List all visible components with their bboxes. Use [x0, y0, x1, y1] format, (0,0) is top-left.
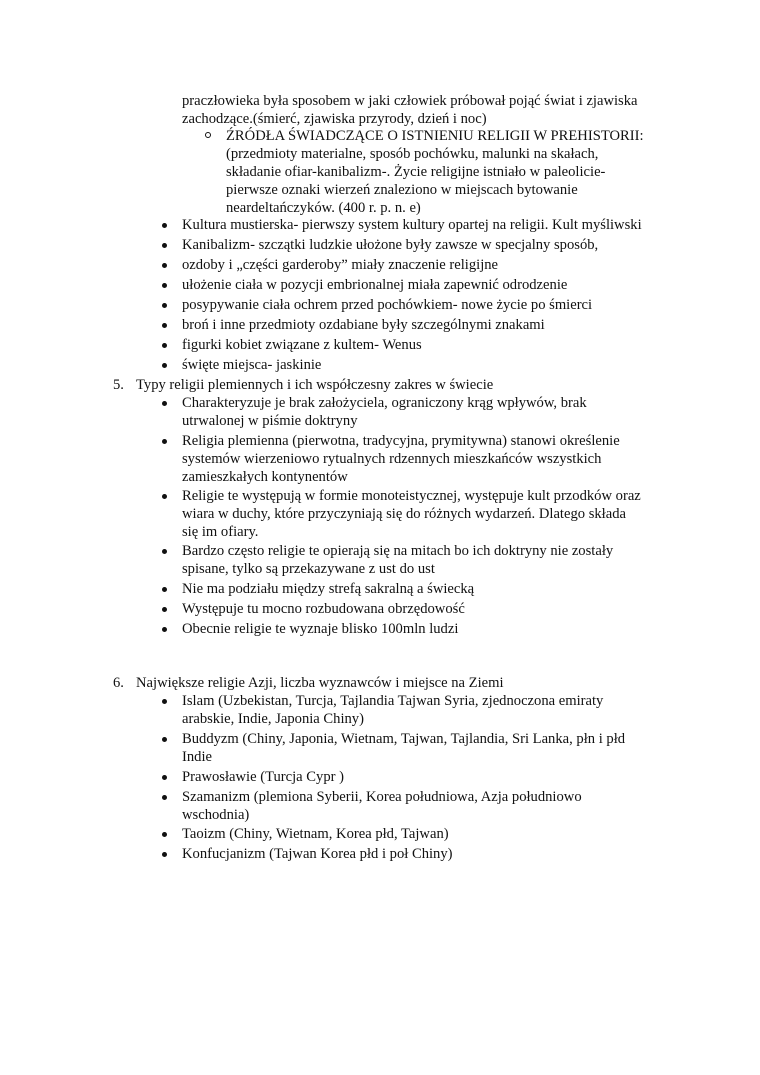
bullet-icon: [162, 263, 167, 268]
bullet-icon: [162, 607, 167, 612]
bullet-icon: [162, 699, 167, 704]
list-item: posypywanie ciała ochrem przed pochówkiem- nowe życie po śmierci: [182, 297, 593, 313]
bullet-icon: [162, 343, 167, 348]
bullet-icon: [162, 401, 167, 406]
list-item-line: Buddyzm (Chiny, Japonia, Wietnam, Tajwan, Tajlandia, Sri Lanka, płn i płd: [182, 731, 626, 747]
list-item: Kultura mustierska- pierwszy system kultury opartej na religii. Kult myśliwski: [182, 217, 642, 233]
list-item-line: się im ofiary.: [182, 524, 259, 540]
list-item: figurki kobiet związane z kultem- Wenus: [182, 337, 422, 353]
list-item-line: arabskie, Indie, Japonia Chiny): [182, 711, 364, 727]
list-item-line: Prawosławie (Turcja Cypr ): [182, 769, 344, 785]
bullet-icon: [162, 323, 167, 328]
list-item: święte miejsca- jaskinie: [182, 357, 322, 373]
sub-item-line: neardeltańczyków. (400 r. p. n. e): [226, 200, 421, 216]
list-item-line: Islam (Uzbekistan, Turcja, Tajlandia Tajwan Syria, zjednoczona emiraty: [182, 693, 604, 709]
sub-item-line: pierwsze oznaki wierzeń znaleziono w miejscach bytowanie: [226, 182, 578, 198]
bullet-icon: [162, 223, 167, 228]
list-item-line: Indie: [182, 749, 212, 765]
bullet-icon: [162, 494, 167, 499]
list-item-line: Występuje tu mocno rozbudowana obrzędowość: [182, 601, 465, 617]
list-item-line: spisane, tylko są przekazywane z ust do ust: [182, 561, 435, 577]
list-item-line: utrwalonej w piśmie doktryny: [182, 413, 358, 429]
list-item: ułożenie ciała w pozycji embrionalnej miała zapewnić odrodzenie: [182, 277, 568, 293]
bullet-icon: [162, 737, 167, 742]
list-item: ozdoby i „części garderoby” miały znaczenie religijne: [182, 257, 499, 273]
bullet-icon: [162, 627, 167, 632]
sub-item-line: (przedmioty materialne, sposób pochówku, malunki na skałach,: [226, 146, 599, 162]
list-item: Kanibalizm- szczątki ludzkie ułożone były zawsze w specjalny sposób,: [182, 237, 599, 253]
list-item-line: Konfucjanizm (Tajwan Korea płd i poł Chiny): [182, 846, 453, 862]
list-item: broń i inne przedmioty ozdabiane były szczególnymi znakami: [182, 317, 545, 333]
list-item-line: zamieszkałych kontynentów: [182, 469, 348, 485]
list-item-line: Taoizm (Chiny, Wietnam, Korea płd, Tajwan): [182, 826, 449, 842]
sub-item-line: składanie ofiar-kanibalizm-. Życie religijne istniało w paleolicie-: [226, 164, 606, 180]
list-item-line: systemów wierzeniowo rytualnych rdzennych mieszkańców wszystkich: [182, 451, 602, 467]
bullet-icon: [162, 363, 167, 368]
list-item-line: Szamanizm (plemiona Syberii, Korea południowa, Azja południowo: [182, 789, 582, 805]
intro-line: zachodzące.(śmierć, zjawiska przyrody, dzień i noc): [182, 111, 487, 127]
list-item-line: Nie ma podziału między strefą sakralną a świecką: [182, 581, 475, 597]
list-item-line: Obecnie religie te wyznaje blisko 100mln ludzi: [182, 621, 459, 637]
intro-line: praczłowieka była sposobem w jaki człowiek próbował pojąć świat i zjawiska: [182, 93, 638, 109]
sub-item-line: ŹRÓDŁA ŚWIADCZĄCE O ISTNIENIU RELIGII W PREHISTORII:: [226, 128, 644, 144]
list-item-line: wschodnia): [182, 807, 250, 823]
list-item-line: Religie te występują w formie monoteistycznej, występuje kult przodków oraz: [182, 488, 641, 504]
bullet-icon: [162, 795, 167, 800]
bullet-icon: [162, 283, 167, 288]
section-title: Typy religii plemiennych i ich współczesny zakres w świecie: [136, 377, 494, 393]
bullet-icon: [162, 832, 167, 837]
bullet-icon: [162, 775, 167, 780]
list-item-line: Bardzo często religie te opierają się na mitach bo ich doktryny nie zostały: [182, 543, 614, 559]
list-item-line: Charakteryzuje je brak założyciela, ograniczony krąg wpływów, brak: [182, 395, 587, 411]
section-number: 6.: [113, 675, 124, 691]
bullet-icon: [162, 243, 167, 248]
section-number: 5.: [113, 377, 124, 393]
circle-bullet-icon: [205, 132, 211, 138]
bullet-icon: [162, 852, 167, 857]
section-title: Największe religie Azji, liczba wyznawców i miejsce na Ziemi: [136, 675, 504, 691]
bullet-icon: [162, 549, 167, 554]
bullet-icon: [162, 587, 167, 592]
bullet-icon: [162, 303, 167, 308]
list-item-line: wiara w duchy, które przyczyniają się do różnych wydarzeń. Dlatego składa: [182, 506, 626, 522]
list-item-line: Religia plemienna (pierwotna, tradycyjna, prymitywna) stanowi określenie: [182, 433, 620, 449]
bullet-icon: [162, 439, 167, 444]
